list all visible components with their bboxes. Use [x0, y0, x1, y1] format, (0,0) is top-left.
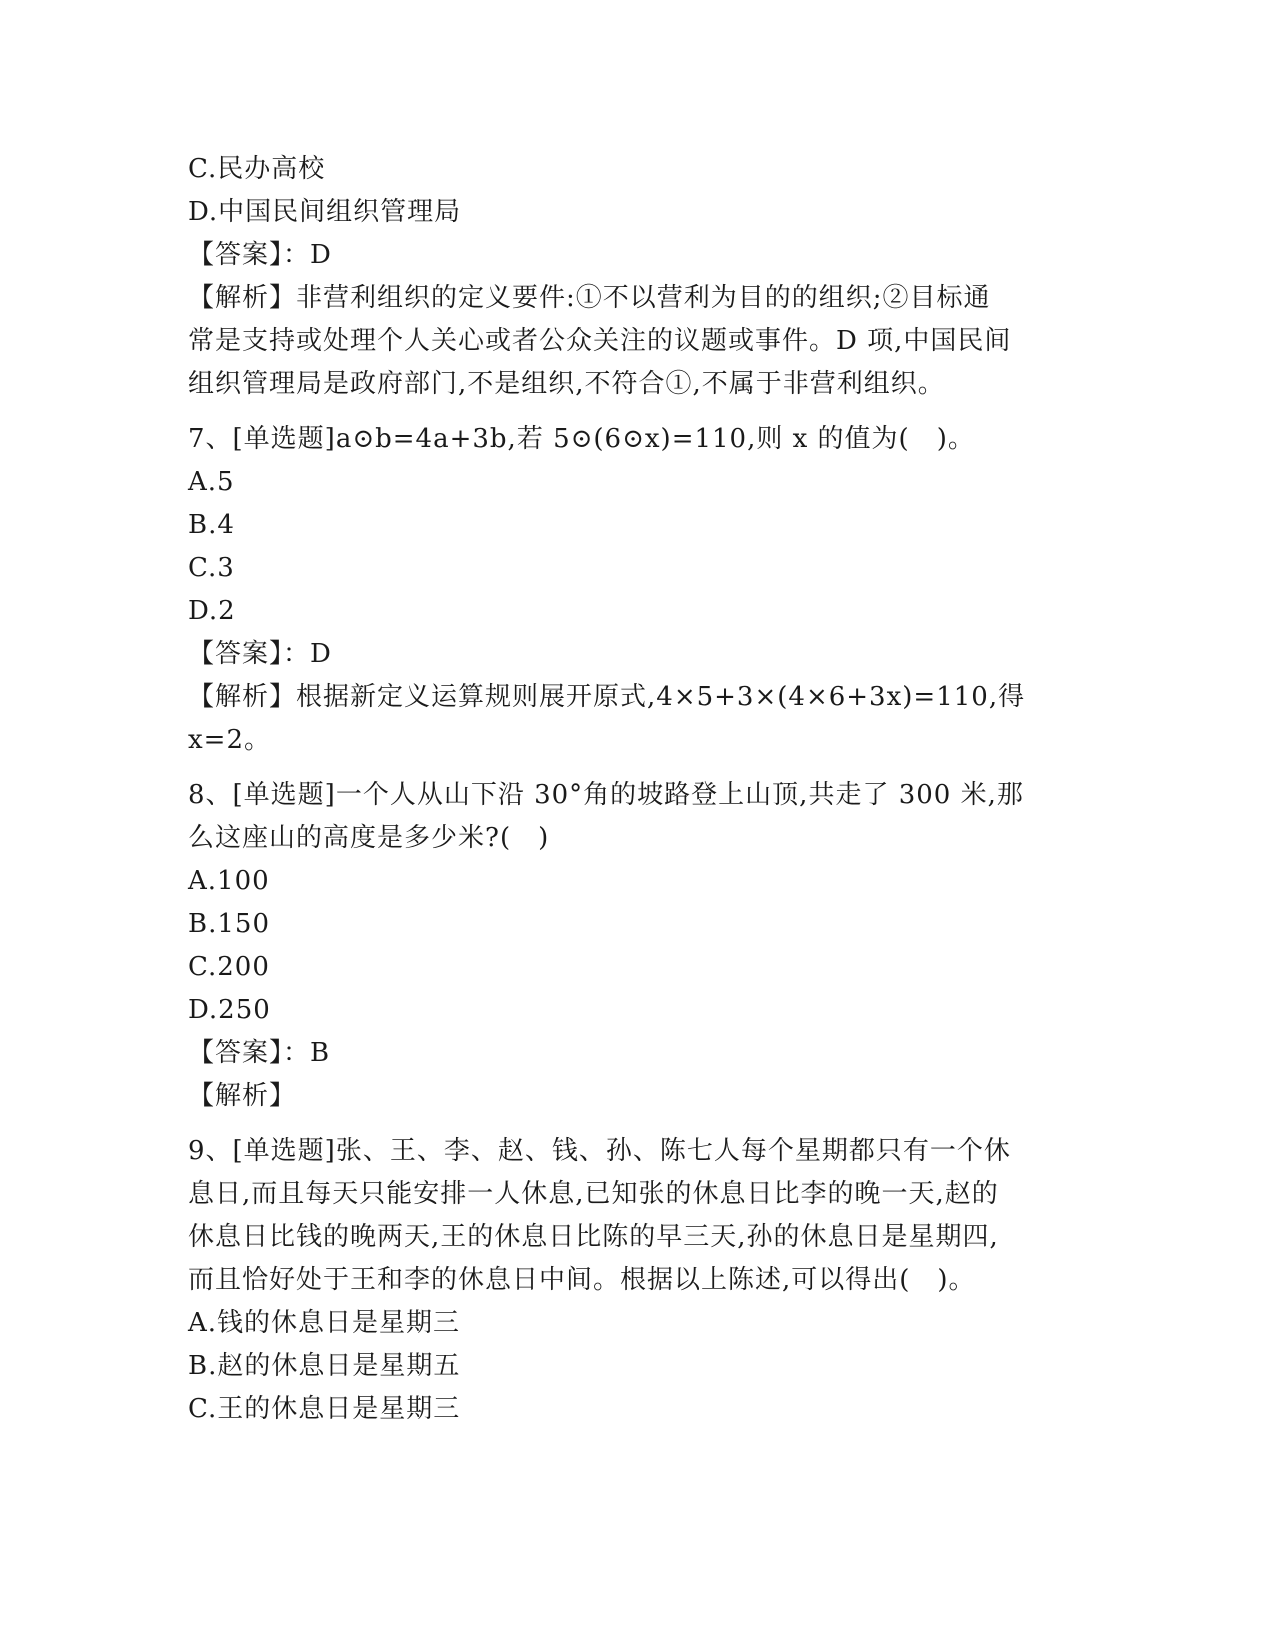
answer-value: ：D: [283, 240, 332, 270]
option-b: B.150: [188, 909, 270, 939]
prev-question: [188, 148, 1088, 406]
answer-label: 【答案】: [188, 1038, 284, 1068]
question-stem: 休息日比钱的晚两天,王的休息日比陈的早三天,孙的休息日是星期四,: [188, 1222, 999, 1252]
question-7: [188, 418, 1088, 762]
answer-line: [188, 633, 1088, 676]
option-c: C.民办高校: [188, 154, 326, 184]
option-b: B.赵的休息日是星期五: [188, 1351, 461, 1381]
answer-value: ：B: [283, 1038, 331, 1068]
document-page: [188, 148, 1088, 1431]
analysis-label: 【解析】: [188, 682, 297, 712]
answer-line: [188, 234, 1088, 277]
question-stem: 息日,而且每天只能安排一人休息,已知张的休息日比李的晚一天,赵的: [188, 1179, 999, 1209]
option-a: A.5: [188, 467, 235, 497]
analysis-text: 根据新定义运算规则展开原式,4×5+3×(4×6+3x)=110,得: [296, 682, 1026, 712]
option-d: D.2: [188, 596, 236, 626]
answer-line: [188, 1032, 1088, 1075]
option-a: A.钱的休息日是星期三: [188, 1308, 461, 1338]
option-b: B.4: [188, 510, 235, 540]
analysis-text: 非营利组织的定义要件:①不以营利为目的的组织;②目标通: [296, 283, 991, 313]
question-8: [188, 774, 1088, 1118]
analysis-line: [188, 277, 1088, 320]
analysis-label: 【解析】: [188, 1081, 297, 1111]
analysis-line: [188, 1075, 1088, 1118]
analysis-text: 组织管理局是政府部门,不是组织,不符合①,不属于非营利组织。: [188, 369, 945, 399]
analysis-line: [188, 676, 1088, 719]
answer-label: 【答案】: [188, 639, 284, 669]
analysis-label: 【解析】: [188, 283, 297, 313]
question-stem: 而且恰好处于王和李的休息日中间。根据以上陈述,可以得出( )。: [188, 1265, 976, 1295]
question-stem: 9、[单选题]张、王、李、赵、钱、孙、陈七人每个星期都只有一个休: [188, 1136, 1011, 1166]
analysis-text: x=2。: [188, 725, 271, 755]
question-stem: 么这座山的高度是多少米?( ): [188, 823, 550, 853]
option-c: C.200: [188, 952, 270, 982]
answer-label: 【答案】: [188, 240, 284, 270]
option-d: D.中国民间组织管理局: [188, 197, 462, 227]
question-stem: 8、[单选题]一个人从山下沿 30°角的坡路登上山顶,共走了 300 米,那: [188, 780, 1024, 810]
answer-value: ：D: [283, 639, 332, 669]
question-stem: 7、[单选题]a⊙b=4a+3b,若 5⊙(6⊙x)=110,则 x 的值为( )。: [188, 424, 975, 454]
option-c: C.3: [188, 553, 235, 583]
option-c: C.王的休息日是星期三: [188, 1394, 461, 1424]
option-a: A.100: [188, 866, 270, 896]
option-d: D.250: [188, 995, 271, 1025]
question-9: [188, 1130, 1088, 1431]
analysis-text: 常是支持或处理个人关心或者公众关注的议题或事件。D 项,中国民间: [188, 326, 1012, 356]
